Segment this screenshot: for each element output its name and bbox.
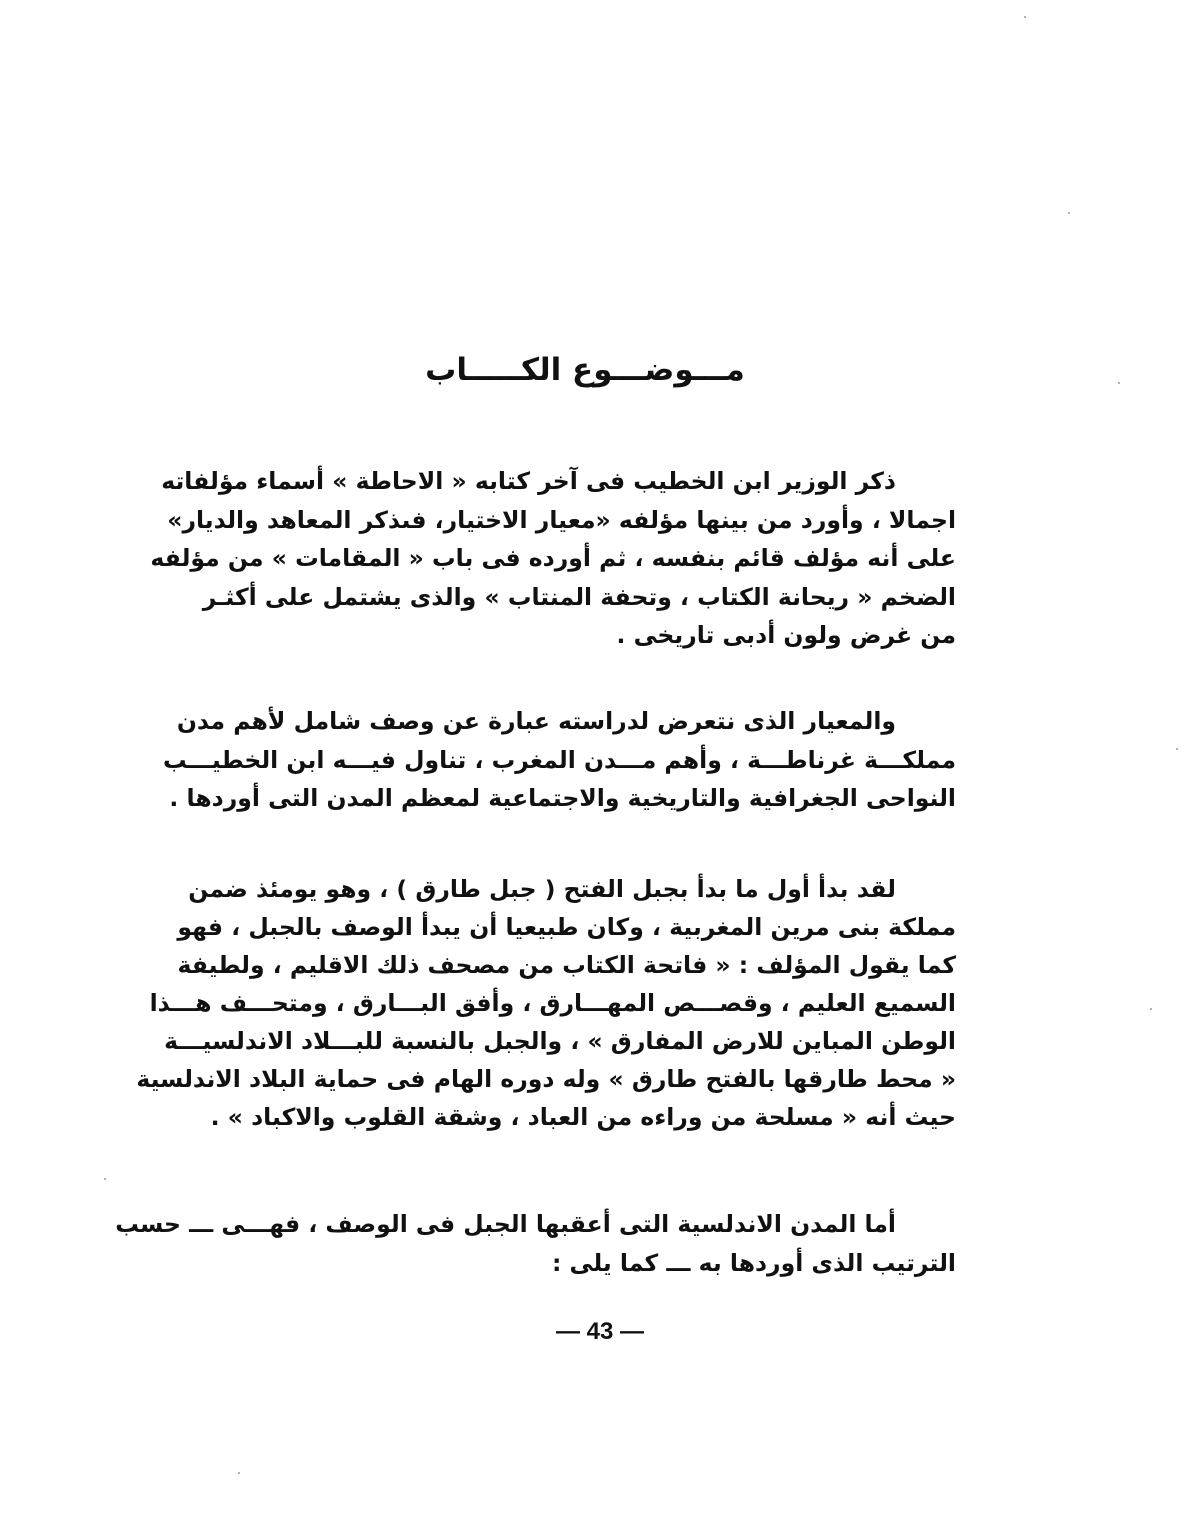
scan-speck — [1176, 748, 1178, 750]
page-title: مـــوضـــوع الكـــــاب — [425, 352, 745, 388]
text-line: كما يقول المؤلف : « فاتحة الكتاب من مصحف ذلك الاقليم ، ولطيفة — [177, 951, 956, 979]
scan-speck — [1068, 212, 1070, 214]
text-line: اجمالا ، وأورد من بينها مؤلفه «معيار الاختيار، فىذكر المعاهد والديار» — [167, 505, 956, 534]
text-line: مملكـــة غرناطـــة ، وأهم مـــدن المغرب ، تناول فيـــه ابن الخطيـــب — [162, 745, 956, 774]
paragraph-1 — [150, 462, 956, 655]
text-line: الضخم « ريحانة الكتاب ، وتحفة المنتاب » والذى يشتمل على أكثـر — [202, 582, 956, 611]
text-line: السميع العليم ، وقصـــص المهـــارق ، وأفق البـــارق ، ومتحـــف هـــذا — [149, 989, 956, 1017]
text-line: الوطن المباين للارض المفارق » ، والجبل بالنسبة للبـــلاد الاندلسيـــة — [164, 1027, 956, 1055]
text-line: « محط طارقها بالفتح طارق » وله دوره الهام فى حماية البلاد الاندلسية — [136, 1065, 956, 1093]
paragraph-2 — [162, 702, 956, 818]
page-number: — 43 — — [555, 1318, 645, 1345]
text-line: أما المدن الاندلسية التى أعقبها الجبل فى الوصف ، فهـــى ـــ حسب — [115, 1210, 896, 1238]
text-line: حيث أنه « مسلحة من وراءه من العباد ، وشقة القلوب والاكباد » . — [210, 1103, 956, 1131]
text-line: لقد بدأ أول ما بدأ بجبل الفتح ( جبل طارق ) ، وهو يومئذ ضمن — [188, 875, 896, 903]
text-line: الترتيب الذى أوردها به ـــ كما يلى : — [551, 1248, 956, 1277]
scan-speck — [104, 1178, 106, 1180]
paragraph-4 — [115, 1205, 956, 1282]
text-line: مملكة بنى مرين المغربية ، وكان طبيعيا أن يبدأ الوصف بالجبل ، فهو — [177, 913, 956, 941]
text-line: من غرض ولون أدبى تاريخى . — [616, 621, 956, 649]
scan-speck — [238, 1472, 240, 1474]
scan-speck — [1024, 16, 1026, 18]
text-line: والمعيار الذى نتعرض لدراسته عبارة عن وصف شامل لأهم مدن — [176, 707, 896, 735]
text-line: على أنه مؤلف قائم بنفسه ، ثم أورده فى باب « المقامات » من مؤلفه — [150, 544, 956, 572]
scan-speck — [1118, 382, 1120, 384]
text-line: ذكر الوزير ابن الخطيب فى آخر كتابه « الاحاطة » أسماء مؤلفاته — [161, 467, 896, 495]
scan-speck — [1150, 1008, 1152, 1010]
paragraph-3 — [136, 870, 956, 1136]
text-line: النواحى الجغرافية والتاريخية والاجتماعية لمعظم المدن التى أوردها . — [169, 784, 956, 812]
